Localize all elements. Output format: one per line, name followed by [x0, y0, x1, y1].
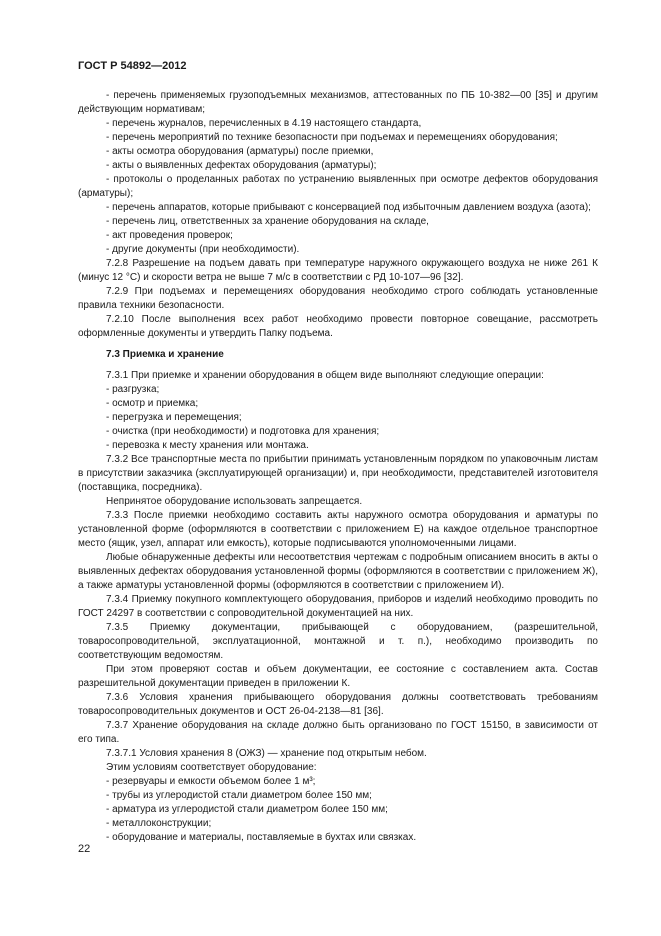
paragraph: 7.3.1 При приемке и хранении оборудования в общем виде выполняют следующие операции: [106, 370, 544, 381]
paragraph: - другие документы (при необходимости). [106, 244, 300, 255]
paragraph: - акты о выявленных дефектах оборудования (арматуры); [106, 160, 377, 171]
paragraph: - трубы из углеродистой стали диаметром более 150 мм; [106, 790, 372, 801]
paragraph: 7.3.6 Условия хранения прибывающего оборудования должны соответствовать требованиям товаросопроводительных документов и ОСТ 26-04-2138—81 [36]. [78, 692, 598, 717]
paragraph: - разгрузка; [106, 384, 160, 395]
paragraph: - перевозка к месту хранения или монтажа. [106, 440, 309, 451]
paragraph: При этом проверяют состав и объем документации, ее состояние с составлением акта. Состав разрешительной документации приведен в приложении К. [78, 664, 598, 689]
page-number: 22 [78, 843, 91, 855]
paragraph: 7.3.5 Приемку документации, прибывающей с оборудованием, (разрешительной, товаросопроводительной, эксплуатационной, монтажной и т. п.), необходимо производить по соответствующим ведомостям. [78, 622, 598, 661]
document-body [78, 89, 598, 845]
paragraph: - очистка (при необходимости) и подготовка для хранения; [106, 426, 380, 437]
paragraph: - акт проведения проверок; [106, 230, 233, 241]
page-header: ГОСТ Р 54892—2012 [78, 60, 187, 72]
paragraph: - перечень мероприятий по технике безопасности при подъемах и перемещениях оборудования; [106, 132, 558, 143]
paragraph: - резервуары и емкости объемом более 1 м³; [106, 776, 316, 787]
paragraph: 7.2.8 Разрешение на подъем давать при температуре наружного окружающего воздуха не ниже 261 К (минус 12 °С) и скорости ветра не выше 7 м/с в соответствии с РД 10-107—96 [32]. [78, 258, 598, 283]
paragraph: Любые обнаруженные дефекты или несоответствия чертежам с подробным описанием вносить в акты о выявленных дефектах оборудования установленной формы (оформляются в соответствии с приложением Ж), а также арматуры установленной формы (оформляются в соответствии с приложением И). [78, 552, 598, 591]
paragraph: - металлоконструкции; [106, 818, 212, 829]
paragraph: 7.3.3 После приемки необходимо составить акты наружного осмотра оборудования и арматуры по установленной форме (оформляются в соответствии с приложением Е) на каждое отдельное транспортное место (ящик, узел, аппарат или емкость), которые подписываются уполномоченными лицами. [78, 510, 598, 549]
paragraph: - перечень аппаратов, которые прибывают с консервацией под избыточным давлением воздуха (азота); [106, 202, 591, 213]
paragraph: 7.3.7 Хранение оборудования на складе должно быть организовано по ГОСТ 15150, в зависимости от его типа. [78, 720, 598, 745]
section-heading: 7.3 Приемка и хранение [106, 349, 224, 360]
paragraph: - перегрузка и перемещения; [106, 412, 242, 423]
paragraph: - перечень применяемых грузоподъемных механизмов, аттестованных по ПБ 10-382—00 [35] и другим действующим нормативам; [78, 90, 598, 115]
paragraph: - осмотр и приемка; [106, 398, 199, 409]
paragraph: 7.2.9 При подъемах и перемещениях оборудования необходимо строго соблюдать установленные правила техники безопасности. [78, 286, 598, 311]
paragraph: 7.3.7.1 Условия хранения 8 (ОЖЗ) — хранение под открытым небом. [106, 748, 427, 759]
paragraph: - оборудование и материалы, поставляемые в бухтах или связках. [106, 832, 417, 843]
paragraph: - протоколы о проделанных работах по устранению выявленных при осмотре дефектов оборудования (арматуры); [78, 174, 598, 199]
paragraph: - перечень журналов, перечисленных в 4.19 настоящего стандарта, [106, 118, 422, 129]
paragraph: 7.2.10 После выполнения всех работ необходимо провести повторное совещание, рассмотреть оформленные документы и утвердить Папку подъема. [78, 314, 598, 339]
paragraph: Непринятое оборудование использовать запрещается. [106, 496, 363, 507]
paragraph: - акты осмотра оборудования (арматуры) после приемки, [106, 146, 374, 157]
paragraph: 7.3.2 Все транспортные места по прибытии принимать установленным порядком по упаковочным листам в присутствии заказчика (эксплуатирующей организации) и, при необходимости, представителей изготовителя (поставщика, посредника). [78, 454, 598, 493]
paragraph: - перечень лиц, ответственных за хранение оборудования на складе, [106, 216, 429, 227]
paragraph: - арматура из углеродистой стали диаметром более 150 мм; [106, 804, 388, 815]
paragraph: 7.3.4 Приемку покупного комплектующего оборудования, приборов и изделий необходимо проводить по ГОСТ 24297 в соответствии с сопроводительной документацией на них. [78, 594, 598, 619]
paragraph: Этим условиям соответствует оборудование: [106, 762, 317, 773]
